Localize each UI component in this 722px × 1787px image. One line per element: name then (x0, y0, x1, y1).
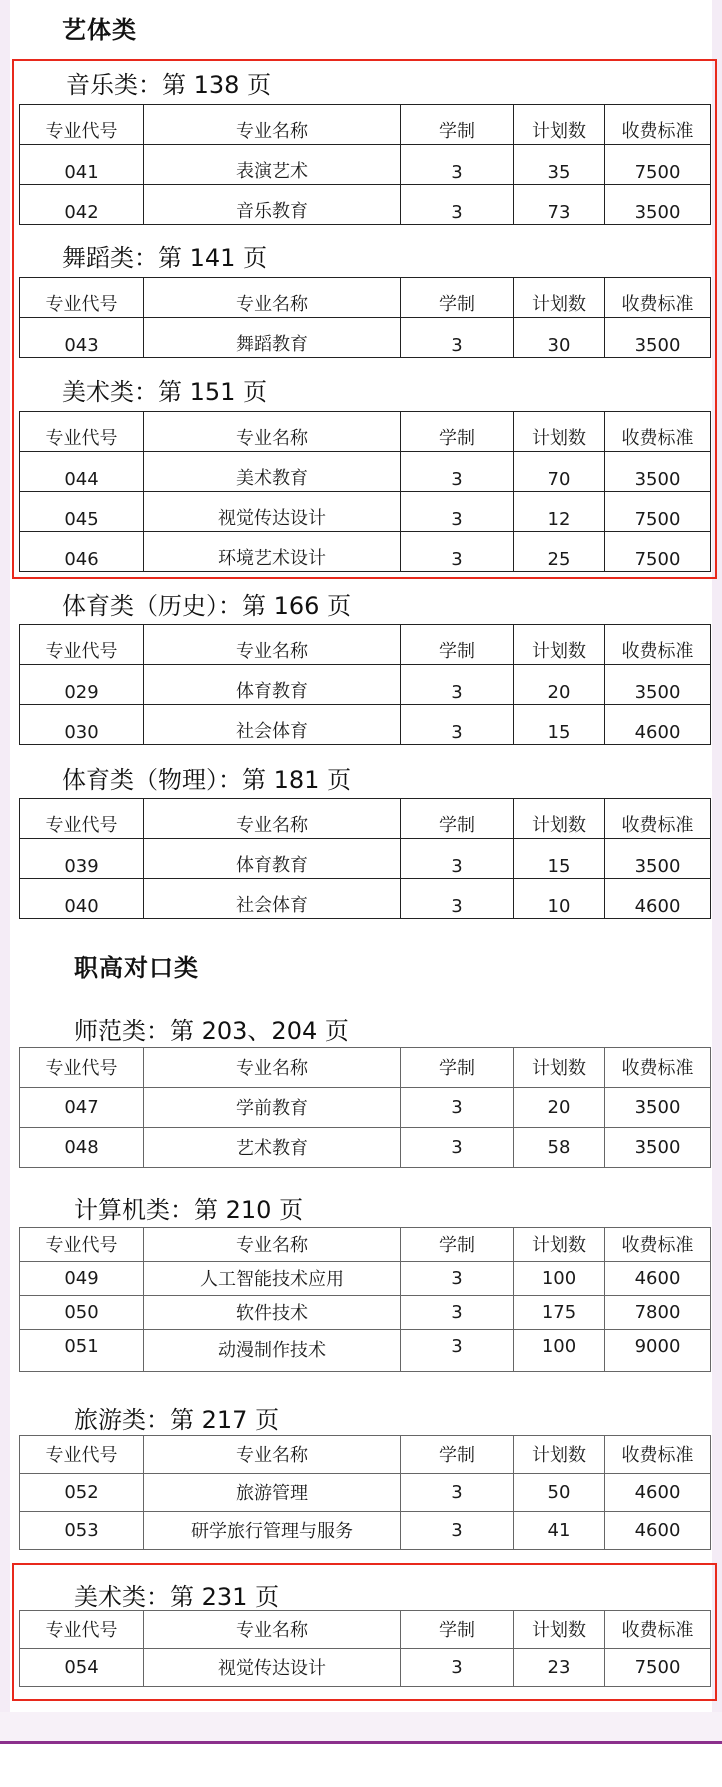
header-name: 专业名称 (144, 1048, 401, 1088)
table-row (20, 1474, 711, 1512)
table-row (20, 318, 711, 358)
cell-code: 045 (20, 492, 144, 532)
header-duration: 学制 (401, 105, 514, 145)
program-table (19, 104, 711, 225)
cell-quota: 20 (514, 1088, 605, 1128)
cell-code: 040 (20, 879, 144, 919)
header-quota: 计划数 (514, 278, 605, 318)
section-title: 美术类：第 231 页 (74, 1583, 280, 1611)
right-margin (712, 0, 722, 1712)
table-row (20, 452, 711, 492)
cell-quota: 100 (514, 1262, 605, 1296)
table-row (20, 185, 711, 225)
header-name: 专业名称 (144, 278, 401, 318)
heading-arts-sports: 艺体类 (62, 16, 137, 44)
header-name: 专业名称 (144, 799, 401, 839)
cell-quota: 10 (514, 879, 605, 919)
header-quota: 计划数 (514, 1048, 605, 1088)
section-title: 美术类：第 151 页 (62, 378, 268, 406)
header-fee: 收费标准 (605, 412, 711, 452)
table-row (20, 1649, 711, 1687)
cell-fee: 4600 (605, 1262, 711, 1296)
table-row (20, 492, 711, 532)
header-quota: 计划数 (514, 105, 605, 145)
table-row (20, 879, 711, 919)
cell-name: 美术教育 (144, 452, 401, 492)
header-fee: 收费标准 (605, 278, 711, 318)
cell-code: 048 (20, 1128, 144, 1168)
cell-fee: 3500 (605, 318, 711, 358)
cell-code: 029 (20, 665, 144, 705)
header-duration: 学制 (401, 278, 514, 318)
table-row (20, 1128, 711, 1168)
header-fee: 收费标准 (605, 625, 711, 665)
header-fee: 收费标准 (605, 105, 711, 145)
header-quota: 计划数 (514, 412, 605, 452)
cell-name: 体育教育 (144, 839, 401, 879)
cell-fee: 4600 (605, 879, 711, 919)
header-name: 专业名称 (144, 105, 401, 145)
section-title: 舞蹈类：第 141 页 (62, 244, 268, 272)
cell-duration: 3 (401, 532, 514, 572)
header-name: 专业名称 (144, 412, 401, 452)
program-table (19, 1227, 711, 1372)
cell-fee: 7500 (605, 145, 711, 185)
table-row (20, 532, 711, 572)
program-table (19, 798, 711, 919)
header-fee: 收费标准 (605, 799, 711, 839)
section-title: 旅游类：第 217 页 (74, 1406, 280, 1434)
header-duration: 学制 (401, 1436, 514, 1474)
cell-duration: 3 (401, 145, 514, 185)
cell-quota: 175 (514, 1296, 605, 1330)
cell-quota: 15 (514, 705, 605, 745)
header-fee: 收费标准 (605, 1228, 711, 1262)
cell-fee: 3500 (605, 452, 711, 492)
cell-duration: 3 (401, 1296, 514, 1330)
cell-fee: 3500 (605, 1088, 711, 1128)
table-row (20, 1088, 711, 1128)
header-name: 专业名称 (144, 625, 401, 665)
header-quota: 计划数 (514, 625, 605, 665)
cell-duration: 3 (401, 705, 514, 745)
cell-duration: 3 (401, 1649, 514, 1687)
cell-fee: 3500 (605, 665, 711, 705)
cell-fee: 7500 (605, 532, 711, 572)
cell-quota: 50 (514, 1474, 605, 1512)
cell-fee: 9000 (605, 1330, 711, 1372)
header-duration: 学制 (401, 1228, 514, 1262)
cell-quota: 15 (514, 839, 605, 879)
page-bottom-shade (0, 1712, 722, 1742)
cell-quota: 41 (514, 1512, 605, 1550)
section-title: 音乐类：第 138 页 (66, 71, 272, 99)
cell-code: 052 (20, 1474, 144, 1512)
header-fee: 收费标准 (605, 1611, 711, 1649)
table-header-row (20, 1228, 711, 1262)
header-code: 专业代号 (20, 625, 144, 665)
cell-name: 动漫制作技术 (144, 1330, 401, 1372)
header-code: 专业代号 (20, 105, 144, 145)
table-row (20, 705, 711, 745)
header-fee: 收费标准 (605, 1436, 711, 1474)
cell-name: 旅游管理 (144, 1474, 401, 1512)
section-title: 计算机类：第 210 页 (74, 1196, 304, 1224)
cell-code: 041 (20, 145, 144, 185)
header-duration: 学制 (401, 1048, 514, 1088)
cell-duration: 3 (401, 1330, 514, 1372)
program-table (19, 1610, 711, 1687)
cell-fee: 3500 (605, 1128, 711, 1168)
table-header-row (20, 105, 711, 145)
cell-code: 053 (20, 1512, 144, 1550)
program-table (19, 277, 711, 358)
cell-name: 视觉传达设计 (144, 492, 401, 532)
table-header-row (20, 412, 711, 452)
header-quota: 计划数 (514, 1436, 605, 1474)
table-header-row (20, 1611, 711, 1649)
cell-quota: 73 (514, 185, 605, 225)
header-fee: 收费标准 (605, 1048, 711, 1088)
cell-duration: 3 (401, 185, 514, 225)
header-quota: 计划数 (514, 1611, 605, 1649)
header-name: 专业名称 (144, 1611, 401, 1649)
cell-code: 049 (20, 1262, 144, 1296)
cell-fee: 7800 (605, 1296, 711, 1330)
cell-fee: 4600 (605, 705, 711, 745)
cell-quota: 35 (514, 145, 605, 185)
header-quota: 计划数 (514, 1228, 605, 1262)
cell-quota: 58 (514, 1128, 605, 1168)
cell-duration: 3 (401, 318, 514, 358)
table-row (20, 1262, 711, 1296)
cell-fee: 3500 (605, 839, 711, 879)
header-code: 专业代号 (20, 1228, 144, 1262)
cell-name: 舞蹈教育 (144, 318, 401, 358)
table-row (20, 1296, 711, 1330)
table-header-row (20, 1048, 711, 1088)
cell-code: 042 (20, 185, 144, 225)
cell-duration: 3 (401, 1512, 514, 1550)
table-header-row (20, 278, 711, 318)
cell-code: 046 (20, 532, 144, 572)
cell-fee: 4600 (605, 1512, 711, 1550)
header-code: 专业代号 (20, 1611, 144, 1649)
cell-quota: 25 (514, 532, 605, 572)
header-code: 专业代号 (20, 278, 144, 318)
header-duration: 学制 (401, 799, 514, 839)
cell-name: 研学旅行管理与服务 (144, 1512, 401, 1550)
cell-duration: 3 (401, 1128, 514, 1168)
cell-duration: 3 (401, 452, 514, 492)
table-row (20, 1512, 711, 1550)
section-title: 体育类（历史）：第 166 页 (62, 592, 352, 620)
cell-quota: 20 (514, 665, 605, 705)
cell-code: 050 (20, 1296, 144, 1330)
cell-code: 051 (20, 1330, 144, 1372)
cell-quota: 30 (514, 318, 605, 358)
header-code: 专业代号 (20, 412, 144, 452)
cell-code: 030 (20, 705, 144, 745)
left-margin (0, 0, 10, 1712)
page-bottom-divider (0, 1741, 722, 1744)
cell-code: 044 (20, 452, 144, 492)
cell-name: 环境艺术设计 (144, 532, 401, 572)
cell-duration: 3 (401, 1088, 514, 1128)
cell-duration: 3 (401, 879, 514, 919)
cell-name: 体育教育 (144, 665, 401, 705)
section-title: 师范类：第 203、204 页 (74, 1017, 349, 1045)
table-row (20, 145, 711, 185)
cell-code: 054 (20, 1649, 144, 1687)
cell-duration: 3 (401, 665, 514, 705)
heading-vocational: 职高对口类 (74, 954, 199, 982)
cell-fee: 3500 (605, 185, 711, 225)
program-table (19, 624, 711, 745)
table-header-row (20, 799, 711, 839)
cell-quota: 12 (514, 492, 605, 532)
header-name: 专业名称 (144, 1436, 401, 1474)
table-header-row (20, 625, 711, 665)
header-duration: 学制 (401, 1611, 514, 1649)
cell-duration: 3 (401, 1474, 514, 1512)
section-title: 体育类（物理）：第 181 页 (62, 766, 352, 794)
header-quota: 计划数 (514, 799, 605, 839)
table-row (20, 1330, 711, 1372)
cell-duration: 3 (401, 492, 514, 532)
cell-fee: 7500 (605, 492, 711, 532)
header-duration: 学制 (401, 412, 514, 452)
table-row (20, 665, 711, 705)
cell-name: 学前教育 (144, 1088, 401, 1128)
cell-quota: 100 (514, 1330, 605, 1372)
cell-duration: 3 (401, 1262, 514, 1296)
table-header-row (20, 1436, 711, 1474)
cell-name: 音乐教育 (144, 185, 401, 225)
header-duration: 学制 (401, 625, 514, 665)
cell-code: 039 (20, 839, 144, 879)
cell-name: 人工智能技术应用 (144, 1262, 401, 1296)
cell-quota: 70 (514, 452, 605, 492)
header-code: 专业代号 (20, 1436, 144, 1474)
cell-name: 表演艺术 (144, 145, 401, 185)
cell-fee: 4600 (605, 1474, 711, 1512)
cell-code: 043 (20, 318, 144, 358)
cell-name: 软件技术 (144, 1296, 401, 1330)
cell-name: 艺术教育 (144, 1128, 401, 1168)
program-table (19, 1047, 711, 1168)
cell-duration: 3 (401, 839, 514, 879)
cell-name: 社会体育 (144, 879, 401, 919)
cell-quota: 23 (514, 1649, 605, 1687)
cell-code: 047 (20, 1088, 144, 1128)
cell-name: 视觉传达设计 (144, 1649, 401, 1687)
header-code: 专业代号 (20, 799, 144, 839)
cell-fee: 7500 (605, 1649, 711, 1687)
program-table (19, 1435, 711, 1550)
program-table (19, 411, 711, 572)
cell-name: 社会体育 (144, 705, 401, 745)
header-code: 专业代号 (20, 1048, 144, 1088)
header-name: 专业名称 (144, 1228, 401, 1262)
table-row (20, 839, 711, 879)
